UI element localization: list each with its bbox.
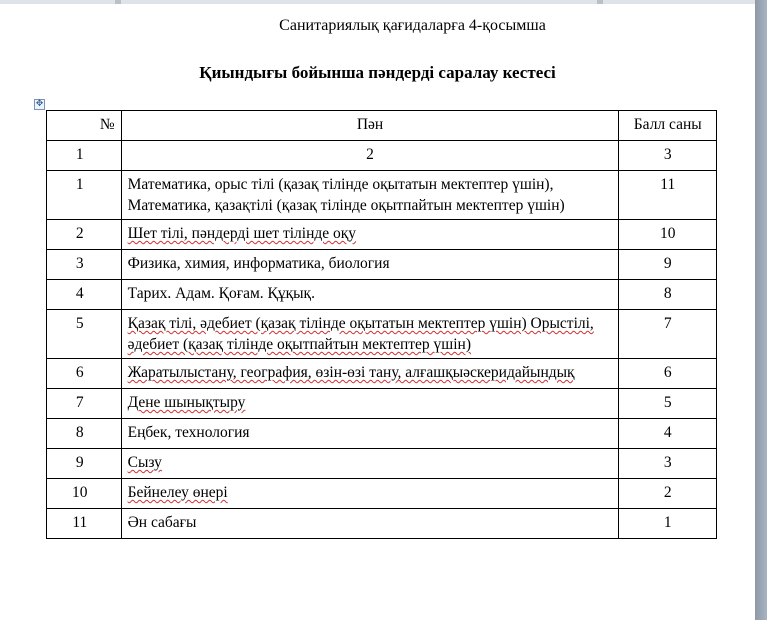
ruler-strip xyxy=(0,0,755,4)
table-row xyxy=(47,479,717,509)
appendix-text: Санитариялық қағидаларға 4-қосымша xyxy=(279,17,546,34)
table-row xyxy=(47,171,717,220)
table-row xyxy=(47,509,717,539)
table-row xyxy=(47,220,717,250)
table-cell: 2 xyxy=(121,141,619,171)
header-number: № xyxy=(47,111,122,141)
table-header-row xyxy=(47,111,717,141)
row-subject: Дене шынықтыру xyxy=(121,389,619,419)
row-subject: Қазақ тілі, әдебиет (қазақ тілінде оқытатын мектептер үшін) Орыстілі, әдебиет (қазақ тілінде оқытпайтын мектептер үшін) xyxy=(121,310,619,359)
row-score: 8 xyxy=(619,280,717,310)
table-cell: 3 xyxy=(619,141,717,171)
row-score: 6 xyxy=(619,359,717,389)
row-score: 3 xyxy=(619,449,717,479)
page-title: Қиындығы бойынша пәндерді саралау кестесі xyxy=(199,63,556,82)
header-score: Балл саны xyxy=(619,111,717,141)
row-number: 5 xyxy=(47,310,122,359)
page-edge-shadow xyxy=(755,0,767,620)
table-cell: 1 xyxy=(47,141,122,171)
row-subject: Бейнелеу өнері xyxy=(121,479,619,509)
row-score: 5 xyxy=(619,389,717,419)
row-subject: Математика, орыс тілі (қазақ тілінде оқытатын мектептер үшін), Математика, қазақтілі (қазақ тілінде оқытпайтын мектептер үшін) xyxy=(121,171,619,220)
row-subject: Сызу xyxy=(121,449,619,479)
row-number: 3 xyxy=(47,250,122,280)
appendix-label xyxy=(0,17,755,35)
column-number-row xyxy=(47,141,717,171)
row-number: 7 xyxy=(47,389,122,419)
row-number: 4 xyxy=(47,280,122,310)
row-number: 10 xyxy=(47,479,122,509)
row-score: 11 xyxy=(619,171,717,220)
move-table-icon[interactable]: ✥ xyxy=(35,99,44,109)
table-row xyxy=(47,280,717,310)
ruler-tab-marker[interactable] xyxy=(115,0,121,4)
row-score: 7 xyxy=(619,310,717,359)
row-score: 4 xyxy=(619,419,717,449)
row-score: 10 xyxy=(619,220,717,250)
row-subject: Тарих. Адам. Қоғам. Құқық. xyxy=(121,280,619,310)
table-row xyxy=(47,419,717,449)
row-subject: Шет тілі, пәндерді шет тілінде оқу xyxy=(121,220,619,250)
row-score: 2 xyxy=(619,479,717,509)
subjects-table xyxy=(46,110,717,539)
row-number: 9 xyxy=(47,449,122,479)
table-row xyxy=(47,359,717,389)
row-subject: Ән сабағы xyxy=(121,509,619,539)
table-row xyxy=(47,449,717,479)
row-number: 6 xyxy=(47,359,122,389)
row-number: 8 xyxy=(47,419,122,449)
row-number: 2 xyxy=(47,220,122,250)
row-number: 1 xyxy=(47,171,122,220)
row-score: 1 xyxy=(619,509,717,539)
row-subject: Еңбек, технология xyxy=(121,419,619,449)
header-subject: Пән xyxy=(121,111,619,141)
row-subject: Жаратылыстану, география, өзін-өзі тану, алғашқыәскеридайындық xyxy=(121,359,619,389)
table-row xyxy=(47,310,717,359)
table-row xyxy=(47,250,717,280)
table-row xyxy=(47,389,717,419)
row-score: 9 xyxy=(619,250,717,280)
ruler-tab-marker[interactable] xyxy=(597,0,603,4)
row-subject: Физика, химия, информатика, биология xyxy=(121,250,619,280)
row-number: 11 xyxy=(47,509,122,539)
